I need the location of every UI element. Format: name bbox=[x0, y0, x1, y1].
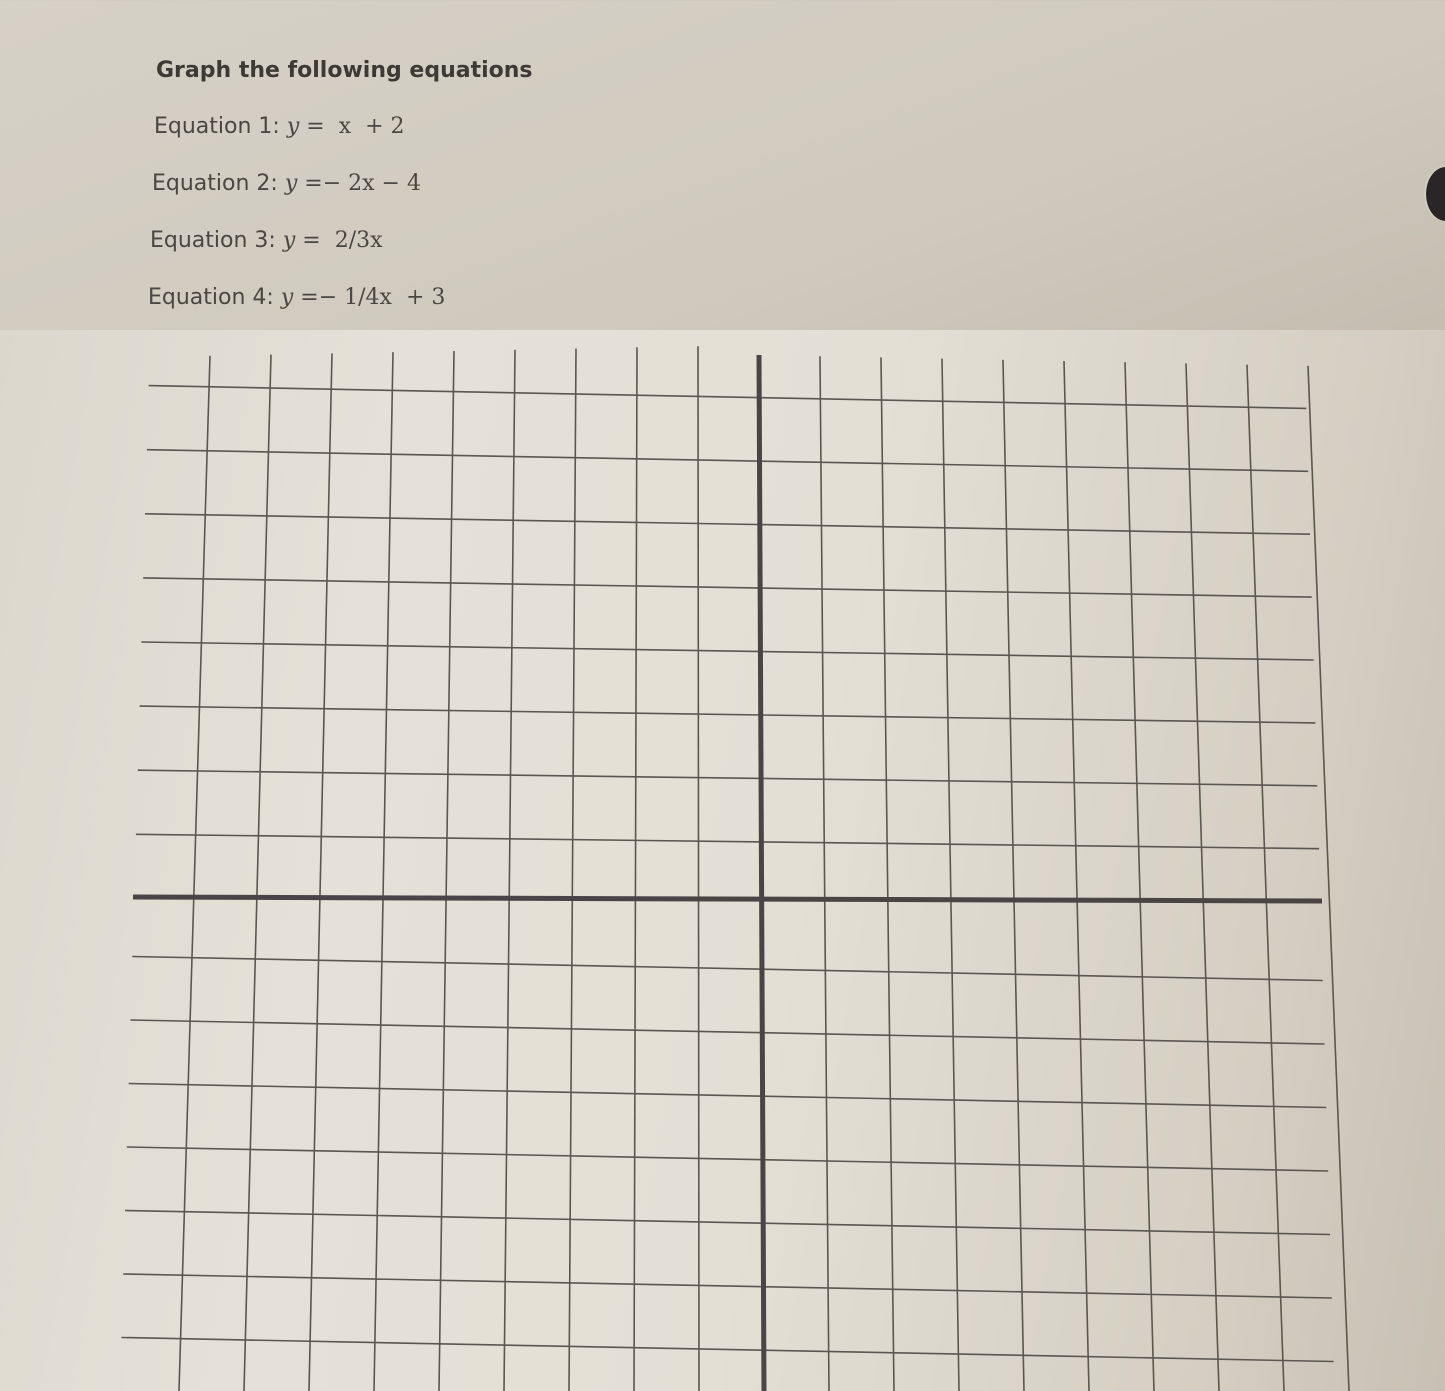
equation-label: Equation 4: bbox=[148, 285, 274, 310]
equation-4 bbox=[148, 285, 445, 310]
equation-lhs: y bbox=[286, 114, 300, 139]
equation-rhs: =− 2x − 4 bbox=[304, 171, 421, 196]
equation-3 bbox=[150, 228, 383, 253]
equation-rhs: = 2/3x bbox=[302, 228, 383, 253]
equation-2 bbox=[152, 171, 421, 196]
equation-label: Equation 3: bbox=[150, 228, 276, 253]
equation-lhs: y bbox=[284, 171, 298, 196]
worksheet-paper bbox=[0, 330, 1445, 1391]
worksheet-title: Graph the following equations bbox=[156, 58, 533, 83]
equation-rhs: =− 1/4x + 3 bbox=[300, 285, 446, 310]
equation-lhs: y bbox=[282, 228, 296, 253]
equation-label: Equation 1: bbox=[154, 114, 280, 139]
binder-hole-icon bbox=[1426, 167, 1445, 221]
equation-rhs: = x + 2 bbox=[306, 114, 405, 139]
equation-1 bbox=[154, 114, 405, 139]
equation-lhs: y bbox=[280, 285, 294, 310]
equation-label: Equation 2: bbox=[152, 171, 278, 196]
